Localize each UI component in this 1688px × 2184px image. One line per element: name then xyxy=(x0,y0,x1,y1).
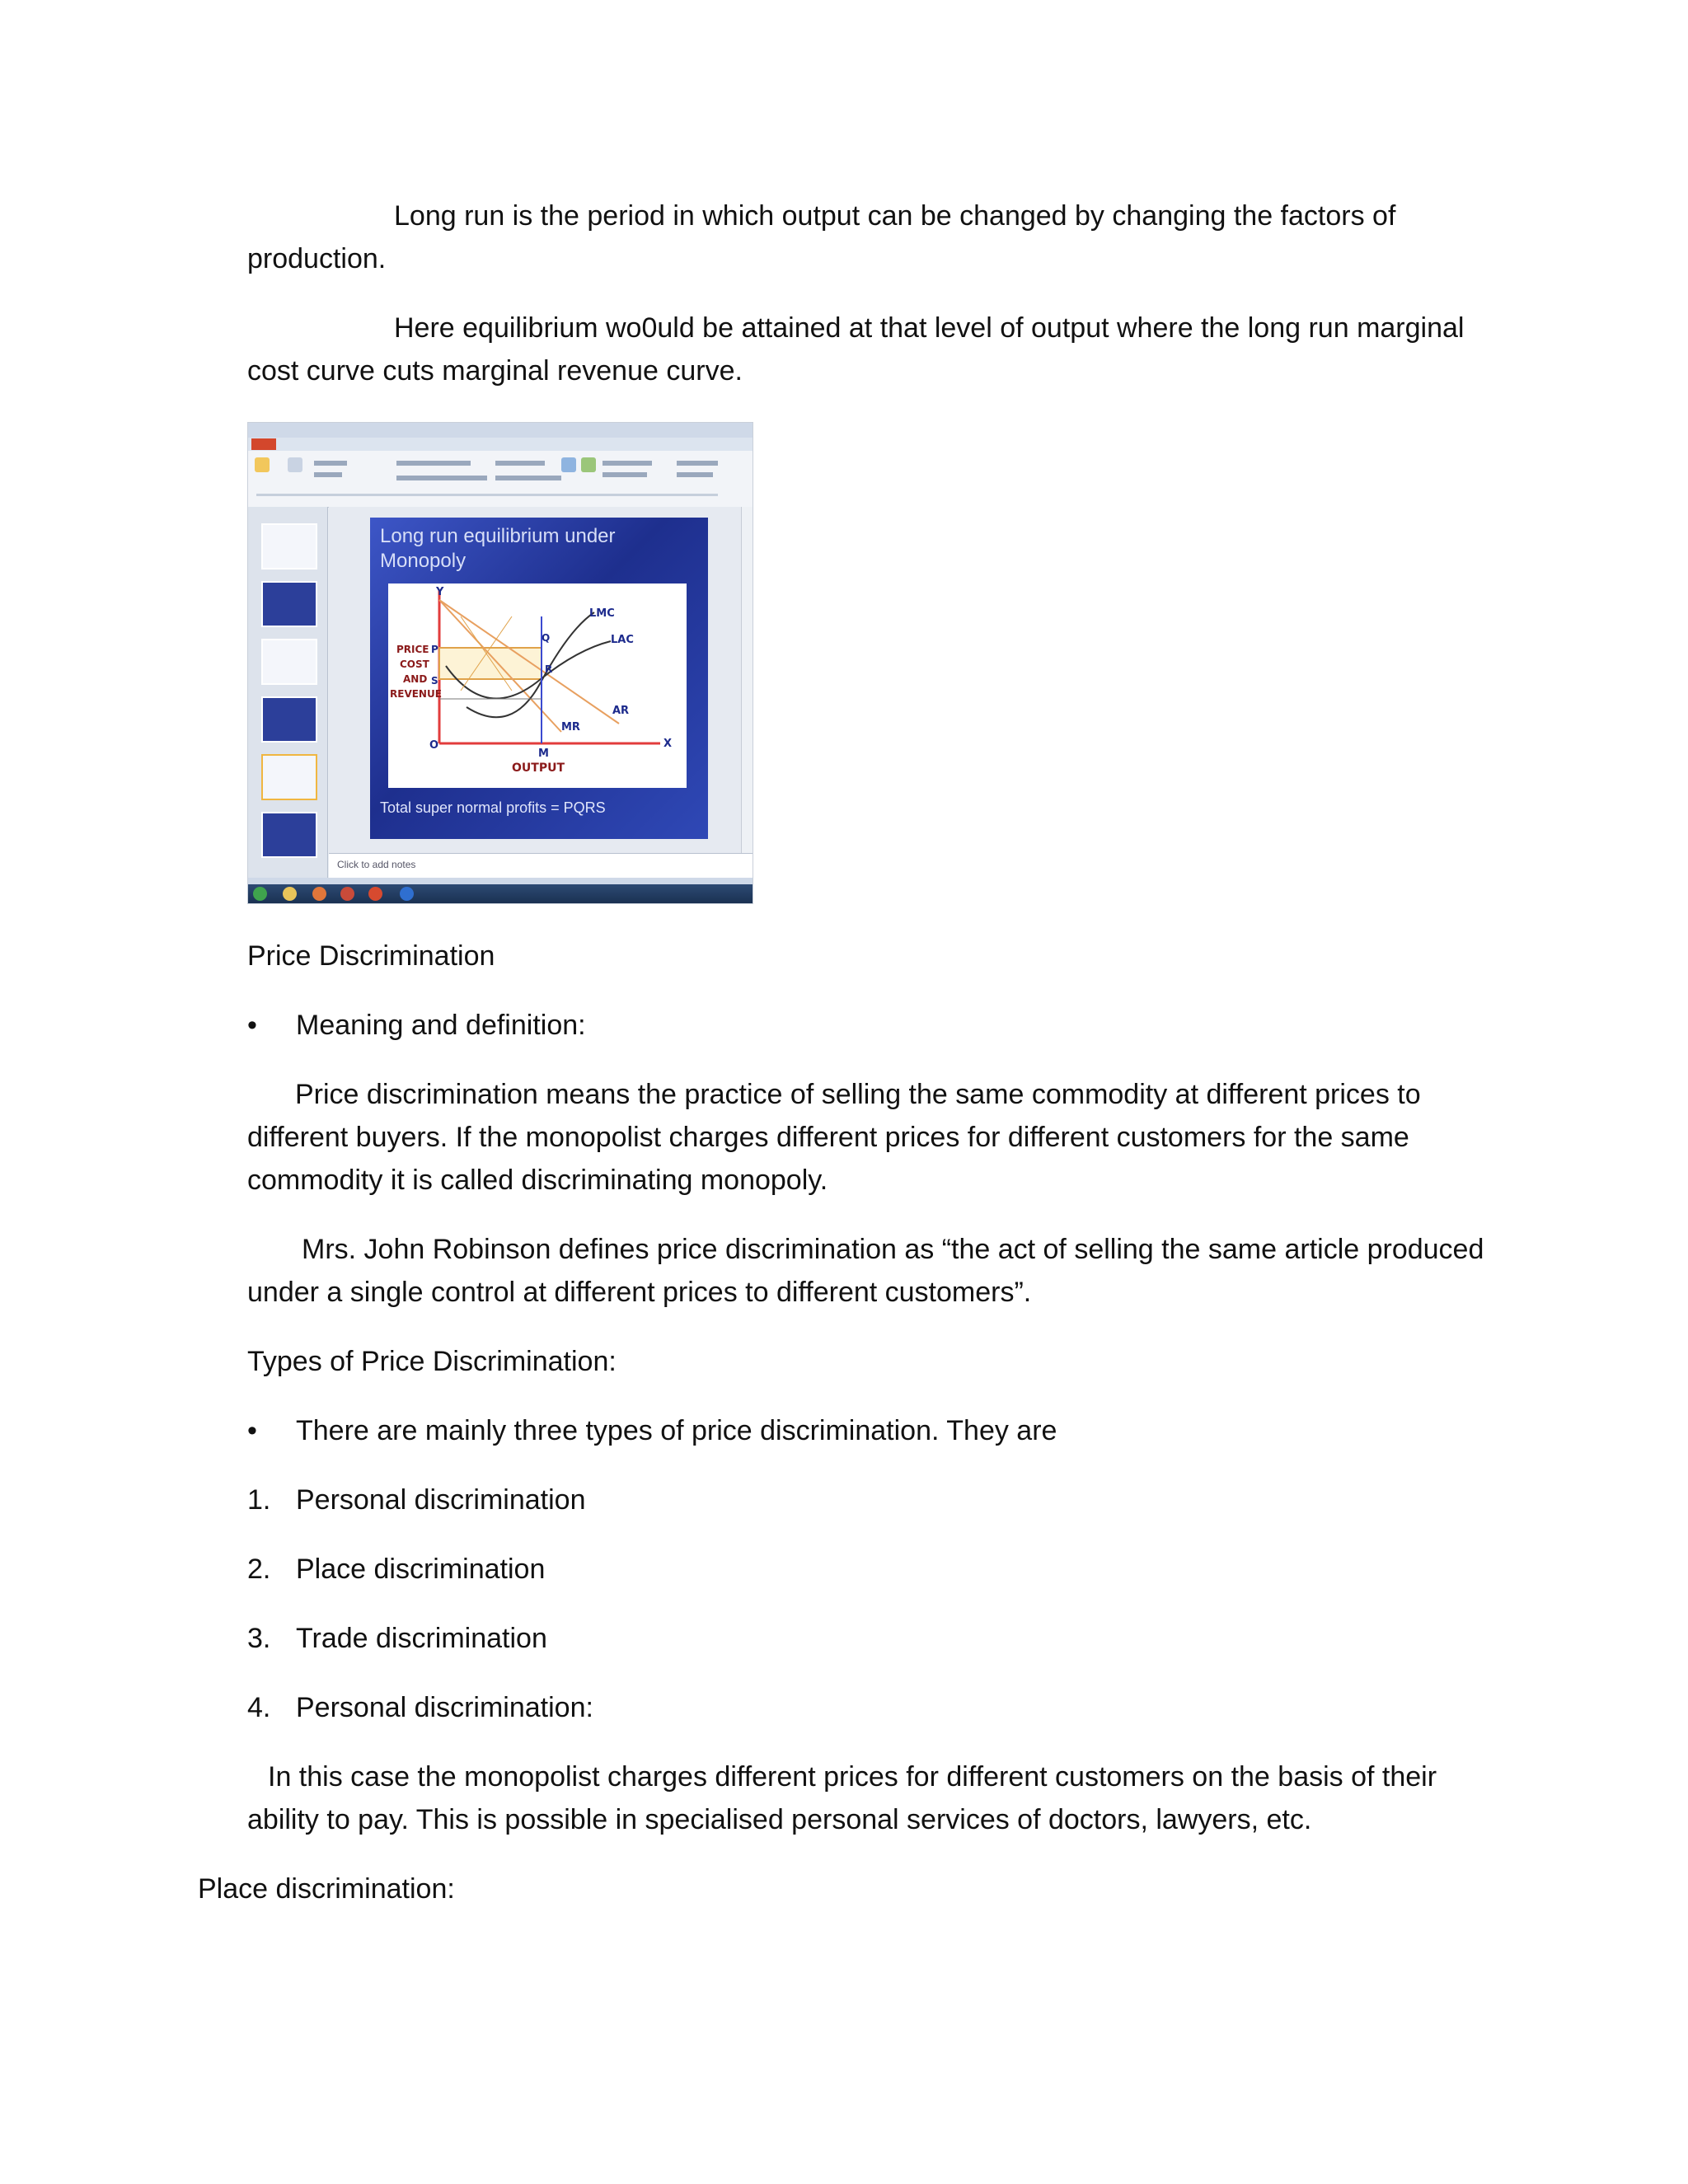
m-label: M xyxy=(538,748,549,760)
list-number: 4. xyxy=(247,1692,271,1723)
heading-types: Types of Price Discrimination: xyxy=(247,1346,617,1377)
notes-pane[interactable] xyxy=(329,853,753,879)
paste-icon xyxy=(255,457,270,472)
definition-line2: different buyers. If the monopolist charges different prices for different customers for the same xyxy=(247,1122,1409,1153)
powerpoint-icon[interactable] xyxy=(368,887,382,901)
heading-price-discrimination: Price Discrimination xyxy=(247,940,495,972)
output-label: OUTPUT xyxy=(512,762,565,775)
personal-line2: ability to pay. This is possible in specialised personal services of doctors, lawyers, etc. xyxy=(247,1804,1312,1835)
quote-line2: under a single control at different prices to different customers”. xyxy=(247,1277,1032,1308)
slide-thumbnail-selected xyxy=(261,754,317,800)
ylabel-cost: COST xyxy=(400,658,429,670)
slide-thumbnail xyxy=(261,523,317,569)
definition-line3: commodity it is called discriminating monopoly. xyxy=(247,1165,828,1196)
point-s-label: S xyxy=(431,675,438,687)
slide-thumbnail xyxy=(261,696,317,743)
slide-title: Long run equilibrium under Monopoly xyxy=(380,525,616,572)
list-number: 1. xyxy=(247,1484,271,1516)
point-r-label: R xyxy=(545,663,553,675)
heading-place-discrimination: Place discrimination: xyxy=(198,1873,455,1905)
taskbar xyxy=(248,884,753,903)
list-item-personal-heading: Personal discrimination: xyxy=(296,1692,593,1723)
slide-thumbnail xyxy=(261,639,317,685)
mr-label: MR xyxy=(561,721,580,733)
list-item-trade: Trade discrimination xyxy=(296,1623,547,1654)
slide xyxy=(370,518,708,839)
chart-area xyxy=(388,583,687,788)
ribbon-tabs xyxy=(248,438,753,451)
slide-thumbnail xyxy=(261,812,317,858)
word-icon[interactable] xyxy=(400,887,414,901)
point-p-label: P xyxy=(431,644,438,655)
arrange-icon xyxy=(581,457,596,472)
list-number: 2. xyxy=(247,1554,271,1585)
equilibrium-chart xyxy=(388,583,687,788)
status-bar xyxy=(248,878,753,884)
list-number: 3. xyxy=(247,1623,271,1654)
paragraph-long-run-line1: Long run is the period in which output can be changed by changing the factors of xyxy=(394,200,1396,232)
origin-label: O xyxy=(429,739,439,752)
file-tab xyxy=(251,438,276,450)
bullet: • xyxy=(247,1415,257,1446)
shapes-icon xyxy=(561,457,576,472)
new-slide-icon xyxy=(288,457,302,472)
ylabel-revenue: REVENUE xyxy=(390,688,442,700)
vertical-scrollbar[interactable] xyxy=(741,507,753,853)
folder-icon[interactable] xyxy=(283,887,297,901)
x-axis-label: X xyxy=(663,738,673,750)
list-item-personal: Personal discrimination xyxy=(296,1484,586,1516)
point-q-label: Q xyxy=(542,632,551,644)
ylabel-and: AND xyxy=(403,673,428,685)
browser-icon[interactable] xyxy=(312,887,326,901)
bullet: • xyxy=(247,1010,257,1041)
paragraph-equilibrium-line2: cost curve cuts marginal revenue curve. xyxy=(247,355,743,387)
slide-thumbnail xyxy=(261,581,317,627)
ar-label: AR xyxy=(612,705,630,717)
ylabel-price: PRICE xyxy=(396,644,429,655)
personal-line1: In this case the monopolist charges different prices for different customers on the basis of their xyxy=(268,1761,1437,1793)
profit-rectangle xyxy=(439,648,542,679)
slide-thumbnails-pane xyxy=(248,507,328,878)
list-item-place: Place discrimination xyxy=(296,1554,546,1585)
quote-line1: Mrs. John Robinson defines price discrimination as “the act of selling the same article produced xyxy=(302,1234,1484,1265)
slide-footer-text: Total super normal profits = PQRS xyxy=(380,799,606,816)
y-axis-label: Y xyxy=(436,586,444,598)
bullet-three-types: There are mainly three types of price discrimination. They are xyxy=(296,1415,1057,1446)
paragraph-long-run-line2: production. xyxy=(247,243,387,274)
bullet-meaning-definition: Meaning and definition: xyxy=(296,1010,586,1041)
powerpoint-screenshot-figure xyxy=(247,422,753,904)
paragraph-equilibrium-line1: Here equilibrium wo0uld be attained at that level of output where the long run marginal xyxy=(394,312,1465,344)
definition-line1: Price discrimination means the practice of selling the same commodity at different prices to xyxy=(295,1079,1421,1110)
start-icon[interactable] xyxy=(253,887,267,901)
lmc-label: LMC xyxy=(589,607,615,620)
window-titlebar xyxy=(248,423,753,438)
lac-label: LAC xyxy=(611,634,634,646)
notes-placeholder: Click to add notes xyxy=(337,859,416,870)
ribbon xyxy=(248,451,753,508)
firefox-icon[interactable] xyxy=(340,887,354,901)
